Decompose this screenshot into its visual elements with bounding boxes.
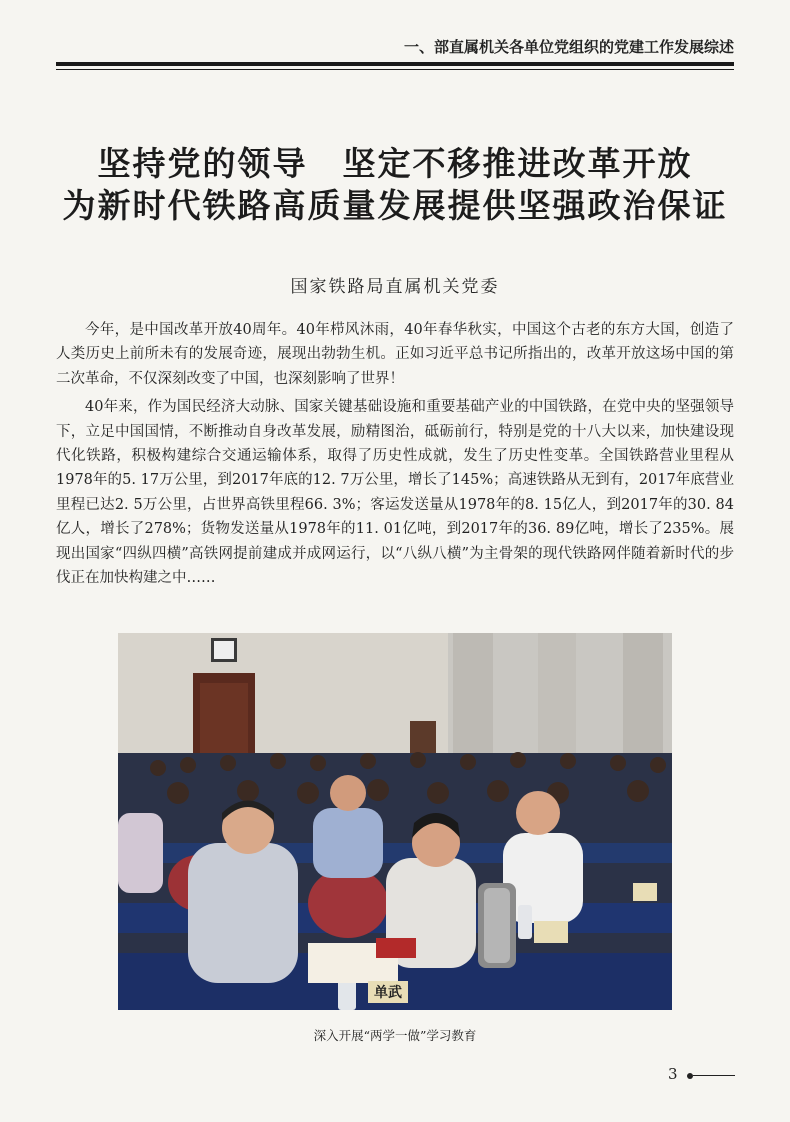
header-rule-thin [56,69,734,70]
paragraph-1: 今年，是中国改革开放40周年。40年栉风沐雨，40年春华秋实，中国这个古老的东方大国，创造了人类历史上前所未有的发展奇迹，展现出勃勃生机。正如习近平总书记所指出的，改革开放这场中国的第二次革命，不仅深刻改变了中国，也深刻影响了世界！ [56,322,734,387]
name-card-text: 单武 [374,985,402,1001]
page-number-dot [687,1073,693,1079]
article-body [56,318,734,594]
article-title-line-1: 坚持党的领导 坚定不移推进改革开放 [97,144,693,183]
page-number-rule [693,1075,735,1076]
photo-caption: 深入开展“两学一做”学习教育 [313,1028,477,1043]
page-number: 3 [668,1065,678,1083]
article-author: 国家铁路局直属机关党委 [290,277,500,297]
meeting-photo [118,633,672,1010]
meeting-photo-illustration [118,633,672,1010]
header-rule-thick [56,62,734,66]
article-title-line-2: 为新时代铁路高质量发展提供坚强政治保证 [62,186,728,225]
paragraph-2: 40年来，作为国民经济大动脉、国家关键基础设施和重要基础产业的中国铁路，在党中央的坚强领导下，立足中国国情，不断推动自身改革发展，励精图治，砥砺前行，特别是党的十八大以来，加快建设现代化铁路，积极构建综合交通运输体系，取得了历史性成就，发生了历史性变革。全国铁路营业里程从1978年的5. 17万公里，到2017年底的12. 7万公里，增长了145%；高速铁路从无到有，2017年底营业里程已达2. 5万公里，占世界高铁里程66. 3%；客运发送量从1978年的8. 15亿人，到2017年的30. 84亿人，增长了278%；货物发送量从1978年的11. 01亿吨，到2017年的36. 89亿吨，增长了235%。展现出国家“四纵四横”高铁网提前建成并成网运行，以“八纵八横”为主骨架的现代铁路网伴随着新时代的步伐正在加快构建之中…… [56,399,734,587]
running-head: 一、部直属机关各单位党组织的党建工作发展综述 [403,38,734,56]
